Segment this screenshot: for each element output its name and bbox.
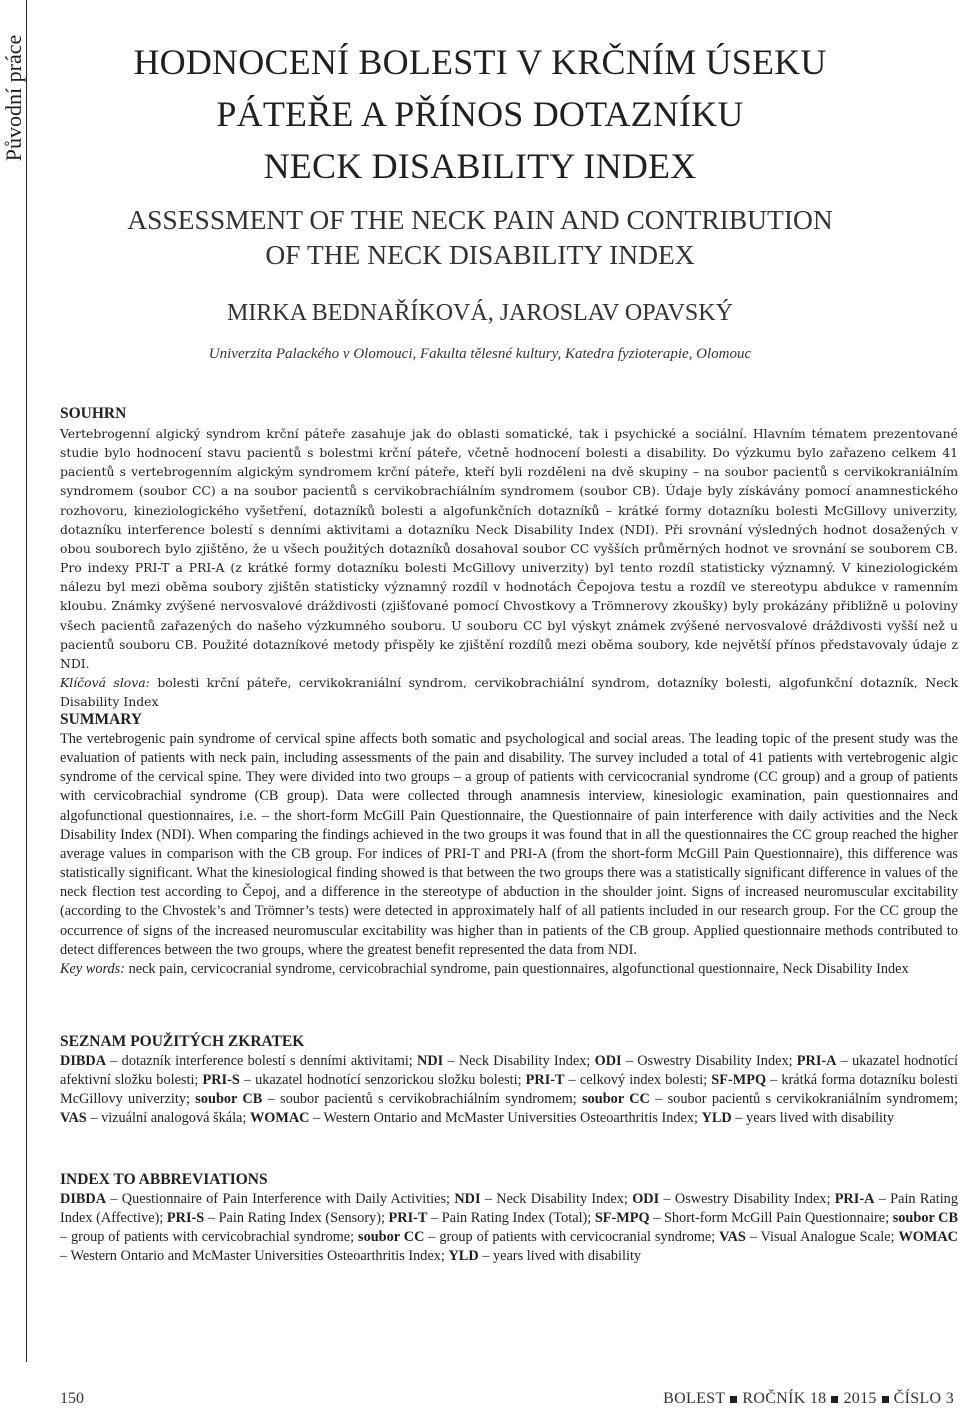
abstract-english <box>60 710 958 979</box>
abbreviation-definition: – Neck Disability Index; <box>443 1053 595 1069</box>
keywords-english-text: neck pain, cervicocranial syndrome, cervicobrachial syndrome, pain questionnaires, algofunctional questionnaire, Neck Disability Index <box>128 960 909 977</box>
abbreviation-definition: – ukazatel hodnotící senzorickou složku bolesti; <box>239 1072 526 1089</box>
abbreviation-definition: – Neck Disability Index; <box>480 1191 633 1207</box>
abbreviation-term: soubor CC <box>358 1229 425 1246</box>
abstract-english-text: The vertebrogenic pain syndrome of cervical spine affects both somatic and psychological and social areas. The leading topic of the present study was the evaluation of patients with neck pain, including assessments of the pain and disability. The survey included a total of 41 patients with vertebrogenic algic syndrome of the cervical spine. They were divided into two groups – a group of patients with cervicocranial syndrome (CC group) and a group of patients with cervicobrachial syndrome (CB group). Data were collected through anamnesis interview, kinesiologic examination, pain questionnaires and algofunctional questionnaires, i.e. – the short-form McGill Pain Questionnaire, the Questionnaire of pain interference with daily activities and the Neck Disability Index (NDI). When comparing the findings achieved in the two groups it was found that in all the questionnaires the CC group reached the higher average values in comparison with the CB group. For indices of PRI-T and PRI-A (from the short-form McGill Pain Questionnaire), this difference was statistically significant. What the kinesiological finding showed is that between the two groups there was a statistically significant difference in values of the neck flection test according to Čepoj, and a difference in the stereotype of abduction in the shoulder joint. Signs of increased neuromuscular excitability (according to the Chvostek’s and Trömner’s tests) were detected in approximately half of all patients included in our research group. For the CC group the occurrence of signs of the increased neuromuscular excitability was higher than in patients of the CB group. Applied questionnaire methods contributed to detect differences between the two groups, where the greatest benefit represented the data from NDI. <box>60 731 958 958</box>
abstract-english-heading: SUMMARY <box>60 711 143 728</box>
abbreviation-term: YLD <box>448 1248 479 1265</box>
abbreviation-term: SF-MPQ <box>594 1210 650 1227</box>
square-bullet-icon <box>831 1396 838 1403</box>
abbreviation-term: PRI-T <box>388 1210 428 1227</box>
abbreviation-term: VAS <box>60 1110 87 1127</box>
abbreviation-term: PRI-S <box>202 1072 240 1089</box>
section-label: Původní práce <box>1 34 26 162</box>
abbreviation-definition: – soubor pacientů s cervikokraniálním syndromem; <box>649 1091 958 1108</box>
affiliation: Univerzita Palackého v Olomouci, Fakulta tělesné kultury, Katedra fyzioterapie, Olomouc <box>208 346 752 362</box>
keywords-english <box>60 960 958 979</box>
abbreviation-definition: – dotazník interference bolestí s denními aktivitami; <box>106 1053 417 1069</box>
title-english-line: ASSESSMENT OF THE NECK PAIN AND CONTRIBUTION <box>127 204 833 235</box>
abbreviation-term: VAS <box>719 1229 746 1246</box>
abbreviation-definition: – vizuální analogová škála; <box>86 1110 250 1127</box>
title-english <box>50 202 910 272</box>
abbreviation-term: soubor CB <box>195 1091 263 1108</box>
abbreviation-definition: – Short-form McGill Pain Questionnaire; <box>649 1210 893 1227</box>
journal-info <box>663 1390 954 1408</box>
abbreviation-term: SF-MPQ <box>711 1072 767 1089</box>
abbreviation-definition: – ukazatel hodnotící afektivní složku bolesti; <box>60 1053 958 1089</box>
abbreviation-definition: – group of patients with cervicocranial syndrome; <box>424 1229 720 1246</box>
abbreviation-term: WOMAC <box>249 1110 310 1127</box>
abbreviation-term: ODI <box>632 1191 660 1207</box>
abbreviation-term: WOMAC <box>898 1229 958 1246</box>
abbreviation-definition: – krátká forma dotazníku bolesti McGillovy univerzity; <box>60 1072 958 1108</box>
abbreviation-term: PRI-A <box>796 1053 837 1069</box>
abbreviation-definition: – Pain Rating Index (Affective); <box>60 1191 958 1227</box>
abbreviations-english <box>60 1170 958 1267</box>
abbreviation-term: soubor CC <box>582 1091 650 1108</box>
abbreviation-definition: – Pain Rating Index (Sensory); <box>204 1210 389 1227</box>
keywords-czech-label: Klíčová slova: <box>60 675 150 691</box>
abbreviation-term: soubor CB <box>892 1210 958 1227</box>
abbreviation-definition: – Questionnaire of Pain Interference with Daily Activities; <box>106 1191 455 1207</box>
title-english-line: OF THE NECK DISABILITY INDEX <box>265 239 695 270</box>
square-bullet-icon <box>882 1396 889 1403</box>
abbreviations-czech-heading: SEZNAM POUŽITÝCH ZKRATEK <box>60 1033 305 1050</box>
abbreviation-term: ODI <box>594 1053 622 1069</box>
abbreviation-term: DIBDA <box>60 1191 107 1207</box>
abbreviation-term: PRI-T <box>525 1072 565 1089</box>
abbreviation-term: DIBDA <box>60 1053 107 1069</box>
abbreviation-definition: – Pain Rating Index (Total); <box>427 1210 595 1227</box>
vertical-rule <box>26 0 27 1362</box>
abbreviation-term: NDI <box>454 1191 481 1207</box>
abbreviation-definition: – Western Ontario and McMaster Universities Osteoarthritis Index; <box>60 1248 449 1265</box>
journal-issue: ČÍSLO 3 <box>893 1390 954 1407</box>
abbreviation-term: NDI <box>417 1053 444 1069</box>
abbreviation-definition: – years lived with disability <box>731 1110 895 1127</box>
abstract-czech-heading: SOUHRN <box>60 405 127 422</box>
abbreviation-definition: – group of patients with cervicobrachial syndrome; <box>60 1229 358 1246</box>
journal-year: 2015 <box>843 1390 877 1407</box>
abbreviation-definition: – celkový index bolesti; <box>564 1072 712 1089</box>
abbreviation-definition: – Oswestry Disability Index; <box>659 1191 835 1207</box>
authors: MIRKA BEDNAŘÍKOVÁ, JAROSLAV OPAVSKÝ <box>227 300 733 326</box>
abstract-czech <box>60 404 958 711</box>
journal-name: BOLEST <box>663 1390 726 1407</box>
abbreviations-english-list <box>60 1190 958 1267</box>
abbreviation-definition: – Visual Analogue Scale; <box>745 1229 899 1246</box>
abbreviation-term: YLD <box>701 1110 732 1127</box>
abbreviation-definition: – soubor pacientů s cervikobrachiálním syndromem; <box>262 1091 583 1108</box>
abbreviations-czech <box>60 1032 958 1129</box>
title-czech-line: PÁTEŘE A PŘÍNOS DOTAZNÍKU <box>216 94 744 134</box>
page-number: 150 <box>60 1390 84 1407</box>
abbreviation-term: PRI-S <box>166 1210 205 1227</box>
keywords-czech <box>60 673 958 711</box>
keywords-english-label: Key words: <box>60 960 125 977</box>
keywords-czech-text: bolesti krční páteře, cervikokraniální syndrom, cervikobrachiální syndrom, dotazníky bolesti, algofunkční dotazník, Neck Disability Index <box>60 675 958 710</box>
abbreviation-definition: – Western Ontario and McMaster Universities Osteoarthritis Index; <box>309 1110 702 1127</box>
abbreviation-definition: – Oswestry Disability Index; <box>621 1053 797 1069</box>
abbreviation-term: PRI-A <box>834 1191 875 1207</box>
abstract-czech-text: Vertebrogenní algický syndrom krční páteře zasahuje jak do oblasti somatické, tak i psychické a sociální. Hlavním tématem prezentované studie bylo hodnocení stavu pacientů s bolestmi krční páteře, včetně hodnocení bolesti a disability. Do výzkumu bylo zařazeno celkem 41 pacientů s vertebrogenním algickým syndromem krční páteře, kteří byli rozděleni na dvě skupiny – na soubor pacientů s cervikokraniálním syndromem (soubor CC) a na soubor pacientů s cervikobrachiálním syndromem (soubor CB). Údaje byly získávány pomocí anamnestického rozhovoru, kineziologického vyšetření, dotazníků bolesti a algofunkčních dotazníků – krátké formy dotazníku bolesti McGillovy univerzity, dotazníku interference bolestí s denními aktivitami a dotazníku Neck Disability Index (NDI). Při srovnání výsledných hodnot dosažených v obou souborech bylo zjištěno, že u všech použitých dotazníků dosahoval soubor CC vyšších průměrných hodnot ve srovnání se souborem CB. Pro indexy PRI-T a PRI-A (z krátké formy dotazníku bolesti McGillovy univerzity) byl tento rozdíl statisticky významný. V kineziologickém nálezu byl mezi oběma soubory zjištěn statisticky významný rozdíl v hodnotách Čepojova testu a rozdíl ve stereotypu abdukce v ramenním kloubu. Známky zvýšené nervosvalové dráždivosti (zjišťované pomocí Chvostkovy a Trömnerovy zkoušky) byly prokázány přibližně u poloviny všech pacientů zařazených do našeho výzkumného souboru. U souboru CC byl výskyt známek zvýšené nervosvalové dráždivosti vyšší než u pacientů souboru CB. Použité dotazníkové metody přispěly ke zjištění rozdílů mezi oběma soubory, kde největší přínos představovaly údaje z NDI. <box>60 426 958 671</box>
title-czech <box>50 36 910 192</box>
square-bullet-icon <box>730 1396 737 1403</box>
abbreviation-definition: – years lived with disability <box>478 1248 642 1265</box>
abbreviations-czech-list <box>60 1052 958 1129</box>
journal-volume: ROČNÍK 18 <box>742 1390 827 1407</box>
abbreviations-english-heading: INDEX TO ABBREVIATIONS <box>60 1171 268 1188</box>
title-czech-line: HODNOCENÍ BOLESTI V KRČNÍM ÚSEKU <box>133 42 827 82</box>
title-czech-line: NECK DISABILITY INDEX <box>263 146 697 186</box>
